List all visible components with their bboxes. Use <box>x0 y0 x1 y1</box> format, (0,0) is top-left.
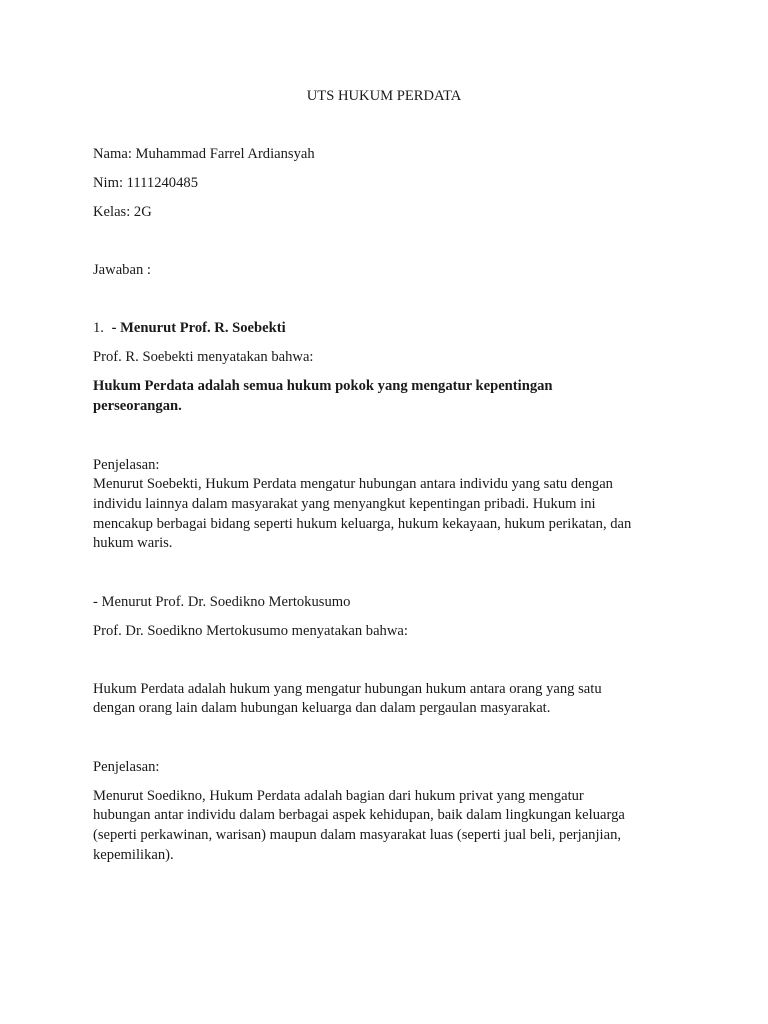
section1-heading-number: 1. <box>93 320 104 336</box>
section1-explanation-line: mencakup berbagai bidang seperti hukum keluarga, hukum kekayaan, hukum perikatan, dan <box>93 516 632 532</box>
section2-definition-line: dengan orang lain dalam hubungan keluarga dan dalam pergaulan masyarakat. <box>93 700 551 716</box>
section2-intro: Prof. Dr. Soedikno Mertokusumo menyatakan bahwa: <box>93 623 408 639</box>
section1-explanation-line: individu lainnya dalam masyarakat yang menyangkut kepentingan pribadi. Hukum ini <box>93 496 596 512</box>
section1-definition-line: Hukum Perdata adalah semua hukum pokok yang mengatur kepentingan <box>93 378 553 394</box>
section2-explanation-label: Penjelasan: <box>93 759 160 775</box>
section2-heading: - Menurut Prof. Dr. Soedikno Mertokusumo <box>93 594 351 610</box>
section2-definition-line: Hukum Perdata adalah hukum yang mengatur hubungan hukum antara orang yang satu <box>93 681 602 697</box>
section1-explanation-label: Penjelasan: <box>93 457 160 473</box>
section2-explanation-line: kepemilikan). <box>93 847 174 863</box>
answer-label: Jawaban : <box>93 262 151 278</box>
section1-heading <box>93 318 286 338</box>
section2-explanation-line: (seperti perkawinan, warisan) maupun dalam masyarakat luas (seperti jual beli, perjanjian, <box>93 827 622 843</box>
student-name: Nama: Muhammad Farrel Ardiansyah <box>93 146 315 162</box>
section1-intro: Prof. R. Soebekti menyatakan bahwa: <box>93 349 314 365</box>
section1-heading-text: - Menurut Prof. R. Soebekti <box>111 320 286 336</box>
section1-definition-line: perseorangan. <box>93 398 182 414</box>
student-class: Kelas: 2G <box>93 204 152 220</box>
section2-explanation-line: Menurut Soedikno, Hukum Perdata adalah bagian dari hukum privat yang mengatur <box>93 788 584 804</box>
section1-explanation-line: hukum waris. <box>93 535 173 551</box>
student-nim: Nim: 1111240485 <box>93 175 198 191</box>
section1-explanation-line: Menurut Soebekti, Hukum Perdata mengatur hubungan antara individu yang satu dengan <box>93 476 613 492</box>
section2-explanation-line: hubungan antar individu dalam berbagai aspek kehidupan, baik dalam lingkungan keluarga <box>93 807 625 823</box>
document-title: UTS HUKUM PERDATA <box>306 88 462 104</box>
